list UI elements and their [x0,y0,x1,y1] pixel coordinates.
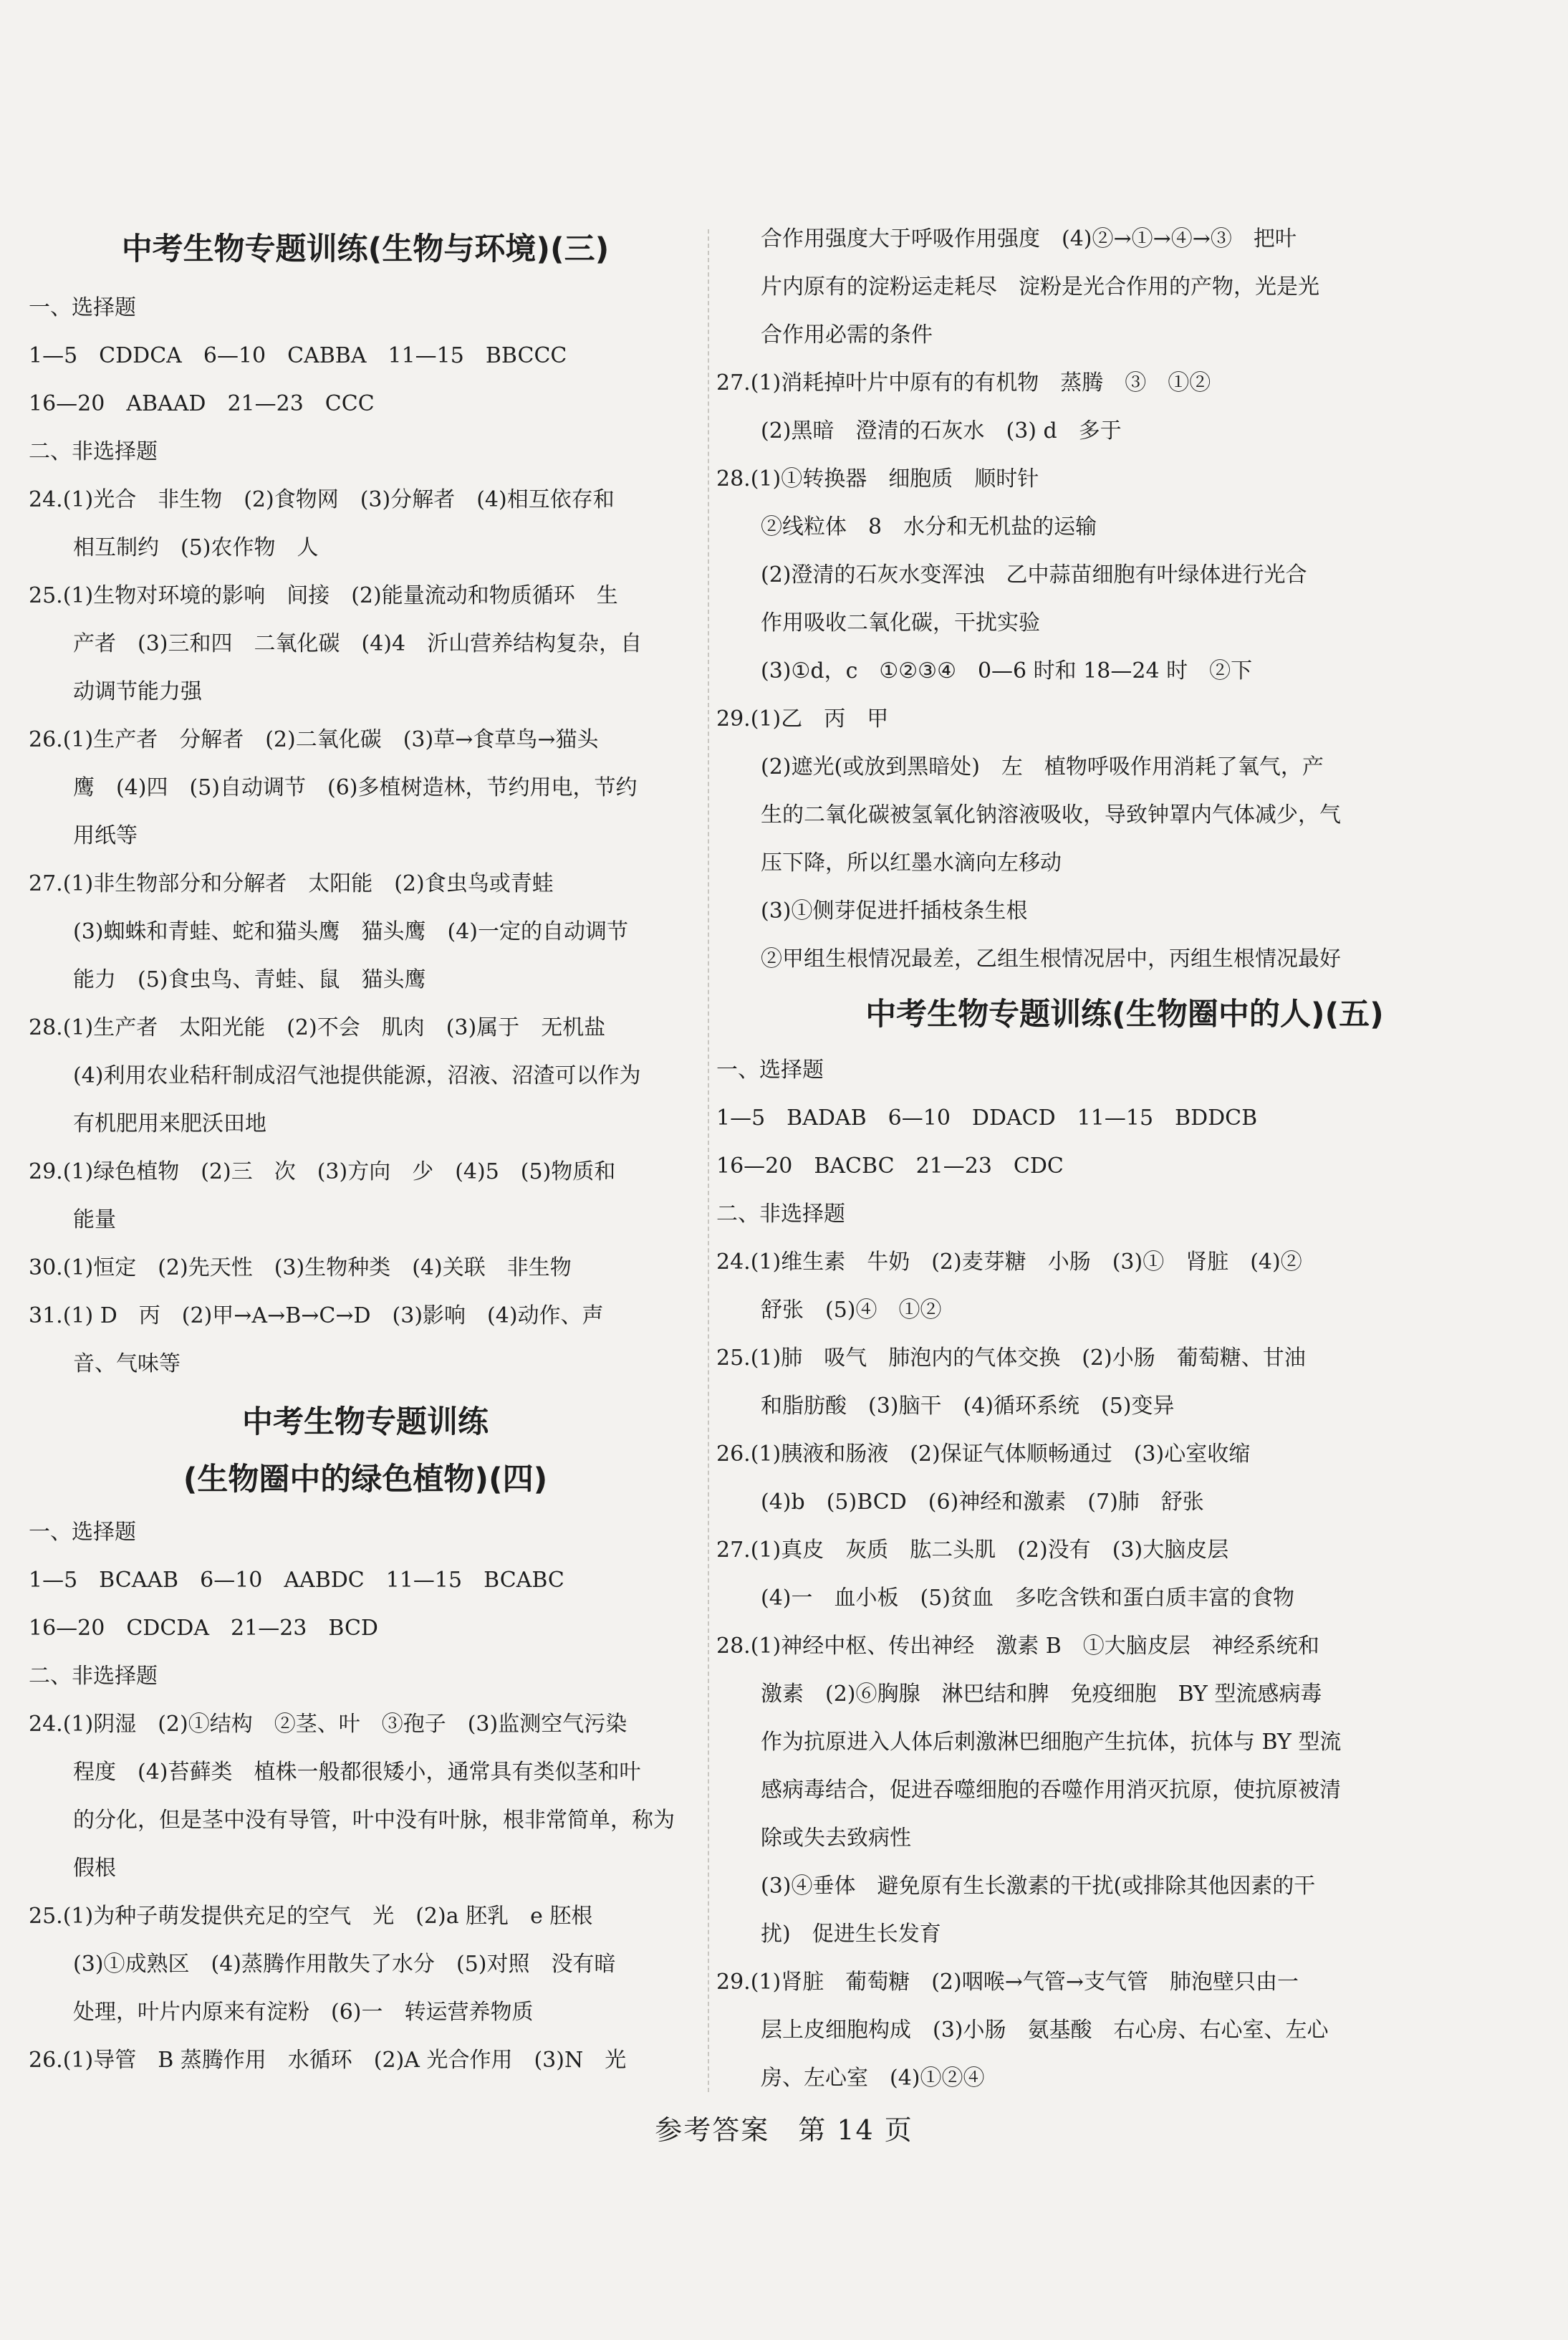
answer-line: 舒张 (5)④ ①② [761,1298,942,1323]
answer-line: 产者 (3)三和四 二氧化碳 (4)4 沂山营养结构复杂，自 [73,631,643,656]
answer-line: 29.(1)绿色植物 (2)三 次 (3)方向 少 (4)5 (5)物质和 [29,1159,616,1184]
answer-line: (4)b (5)BCD (6)神经和激素 (7)肺 舒张 [761,1490,1204,1515]
answer-line: 28.(1)①转换器 细胞质 顺时针 [716,466,1039,492]
answer-line: 能量 [73,1207,116,1232]
answer-line: 压下降，所以红墨水滴向左移动 [761,850,1062,876]
answer-line: 扰) 促进生长发育 [761,1922,941,1947]
answer-line: 用纸等 [73,823,138,848]
answer-line: 27.(1)非生物部分和分解者 太阳能 (2)食虫鸟或青蛙 [29,871,554,896]
answer-line: 1—5 BADAB 6—10 DDACD 11—15 BDDCB [716,1106,1258,1131]
answer-line: 一、选择题 [29,295,136,320]
answer-line: 鹰 (4)四 (5)自动调节 (6)多植树造林，节约用电，节约 [73,775,638,800]
answer-line: ②线粒体 8 水分和无机盐的运输 [761,514,1097,540]
answer-line: (3)①侧芽促进扦插枝条生根 [761,898,1028,924]
answer-line: 29.(1)乙 丙 甲 [716,706,889,732]
section-4-answers-right [716,215,1533,983]
answer-line: 房、左心室 (4)①②④ [761,2066,985,2091]
section-5-title: 中考生物专题训练(生物圈中的人)(五) [865,997,1384,1032]
column-divider [708,229,709,2092]
answer-line: 16—20 BACBC 21—23 CDC [716,1154,1064,1179]
answer-line: (3)①d，c ①②③④ 0—6 时和 18—24 时 ②下 [761,658,1253,684]
answer-line: 处理，叶片内原来有淀粉 (6)一 转运营养物质 [73,2000,534,2025]
section-3-answers [29,284,702,1388]
answer-line: 25.(1)肺 吸气 肺泡内的气体交换 (2)小肠 葡萄糖、甘油 [716,1346,1306,1371]
answer-line: 27.(1)真皮 灰质 肱二头肌 (2)没有 (3)大脑皮层 [716,1538,1229,1563]
section-5-answers [716,1046,1533,2102]
section-4-title-line-1: 中考生物专题训练 [242,1404,489,1440]
answer-line: 一、选择题 [716,1058,824,1083]
answer-line: 层上皮细胞构成 (3)小肠 氨基酸 右心房、右心室、左心 [761,2018,1329,2043]
answer-line: 25.(1)生物对环境的影响 间接 (2)能量流动和物质循环 生 [29,583,618,608]
answer-line: 动调节能力强 [73,679,202,704]
answer-line: 24.(1)阴湿 (2)①结构 ②茎、叶 ③孢子 (3)监测空气污染 [29,1712,627,1737]
answer-line: 25.(1)为种子萌发提供充足的空气 光 (2)a 胚乳 e 胚根 [29,1904,593,1929]
answer-line: 除或失去致病性 [761,1826,911,1851]
answer-line: 能力 (5)食虫鸟、青蛙、鼠 猫头鹰 [73,967,426,992]
answer-line: 音、气味等 [73,1351,181,1376]
answer-line: 有机肥用来肥沃田地 [73,1111,266,1136]
answer-line: 一、选择题 [29,1520,136,1545]
answer-line: 感病毒结合，促进吞噬细胞的吞噬作用消灭抗原，使抗原被清 [761,1778,1341,1803]
answer-line: (4)一 血小板 (5)贫血 多吃含铁和蛋白质丰富的食物 [761,1586,1294,1611]
answer-line: 27.(1)消耗掉叶片中原有的有机物 蒸腾 ③ ①② [716,370,1211,395]
answer-line: 31.(1) D 丙 (2)甲→A→B→C→D (3)影响 (4)动作、声 [29,1303,604,1328]
answer-line: 和脂肪酸 (3)脑干 (4)循环系统 (5)变异 [761,1394,1175,1419]
answer-line: 作为抗原进入人体后刺激淋巴细胞产生抗体，抗体与 BY 型流 [761,1730,1342,1755]
answer-line: 的分化，但是茎中没有导管，叶中没有叶脉，根非常简单，称为 [73,1808,675,1833]
answer-line: 16—20 ABAAD 21—23 CCC [29,391,375,416]
answer-line: (2)黑暗 澄清的石灰水 (3) d 多于 [761,418,1122,443]
answer-line: 28.(1)神经中枢、传出神经 激素 B ①大脑皮层 神经系统和 [716,1634,1319,1659]
page-footer: 参考答案 第 14 页 [655,2114,913,2146]
answer-line: (4)利用农业秸秆制成沼气池提供能源，沼液、沼渣可以作为 [73,1063,641,1088]
answer-line: 26.(1)生产者 分解者 (2)二氧化碳 (3)草→食草鸟→猫头 [29,727,599,752]
answer-line: 相互制约 (5)农作物 人 [73,535,319,560]
answer-line: 28.(1)生产者 太阳光能 (2)不会 肌肉 (3)属于 无机盐 [29,1015,606,1040]
answer-line: 二、非选择题 [29,439,158,464]
answer-line: 26.(1)胰液和肠液 (2)保证气体顺畅通过 (3)心室收缩 [716,1442,1251,1467]
answer-line: 合作用强度大于呼吸作用强度 (4)②→①→④→③ 把叶 [761,226,1297,251]
answer-line: 24.(1)光合 非生物 (2)食物网 (3)分解者 (4)相互依存和 [29,487,615,512]
answer-line: 29.(1)肾脏 葡萄糖 (2)咽喉→气管→支气管 肺泡壁只由一 [716,1970,1299,1995]
answer-line: (2)遮光(或放到黑暗处) 左 植物呼吸作用消耗了氧气，产 [761,754,1324,780]
section-3-title: 中考生物专题训练(生物与环境)(三) [121,231,610,267]
left-column [29,215,702,2084]
answer-line: 30.(1)恒定 (2)先天性 (3)生物种类 (4)关联 非生物 [29,1255,572,1280]
section-4-title-line-2: (生物圈中的绿色植物)(四) [183,1462,548,1497]
answer-line: 假根 [73,1856,116,1881]
right-column [716,215,1533,2102]
answer-line: 激素 (2)⑥胸腺 淋巴结和脾 免疫细胞 BY 型流感病毒 [761,1682,1322,1707]
answer-line: 生的二氧化碳被氢氧化钠溶液吸收，导致钟罩内气体减少，气 [761,802,1341,828]
section-4-answers-left [29,1508,702,2084]
answer-line: 16—20 CDCDA 21—23 BCD [29,1616,378,1641]
answer-line: 合作用必需的条件 [761,322,933,347]
answer-line: 二、非选择题 [716,1202,845,1227]
answer-line: (3)①成熟区 (4)蒸腾作用散失了水分 (5)对照 没有暗 [73,1952,616,1977]
answer-line: 程度 (4)苔藓类 植株一般都很矮小，通常具有类似茎和叶 [73,1760,641,1785]
answer-line: (3)蜘蛛和青蛙、蛇和猫头鹰 猫头鹰 (4)一定的自动调节 [73,919,628,944]
answer-line: 24.(1)维生素 牛奶 (2)麦芽糖 小肠 (3)① 肾脏 (4)② [716,1250,1302,1275]
answer-line: 二、非选择题 [29,1664,158,1689]
answer-line: 26.(1)导管 B 蒸腾作用 水循环 (2)A 光合作用 (3)N 光 [29,2048,627,2073]
answer-line: ②甲组生根情况最差，乙组生根情况居中，丙组生根情况最好 [761,946,1341,972]
answer-line: (2)澄清的石灰水变浑浊 乙中蒜苗细胞有叶绿体进行光合 [761,562,1307,588]
answer-line: 作用吸收二氧化碳，干扰实验 [761,610,1040,636]
answer-line: (3)④垂体 避免原有生长激素的干扰(或排除其他因素的干 [761,1874,1316,1899]
answer-line: 1—5 CDDCA 6—10 CABBA 11—15 BBCCC [29,343,567,368]
answer-line: 1—5 BCAAB 6—10 AABDC 11—15 BCABC [29,1568,564,1593]
answer-line: 片内原有的淀粉运走耗尽 淀粉是光合作用的产物，光是光 [761,274,1319,299]
